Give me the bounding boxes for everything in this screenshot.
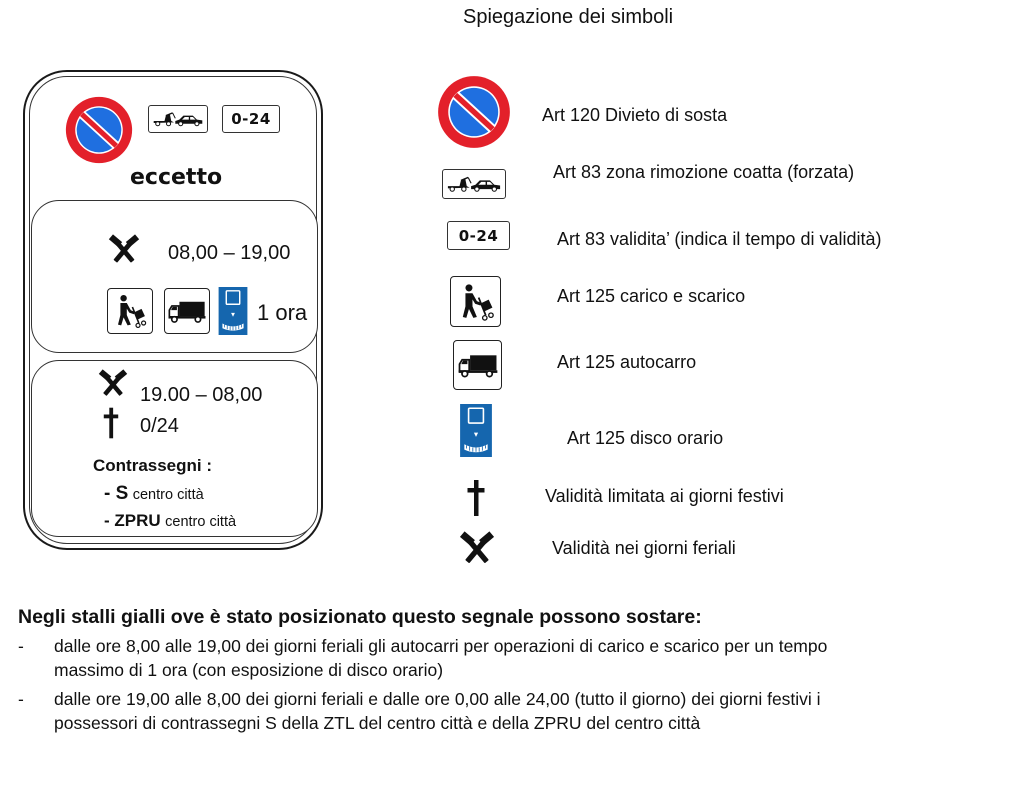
loading-plate <box>450 276 501 327</box>
cross-icon <box>102 406 120 440</box>
loading-unloading-icon <box>110 291 150 331</box>
note-item-line: massimo di 1 ora (con esposizione di disco orario) <box>54 660 444 680</box>
permits-label: Contrassegni : <box>93 456 213 475</box>
hammers-icon <box>98 369 128 399</box>
truck-plate <box>164 288 210 334</box>
bullet-dash: - <box>18 636 24 656</box>
permit-zpru <box>104 511 236 531</box>
legend-text: Art 125 disco orario <box>567 428 724 448</box>
truck-icon <box>456 351 500 379</box>
tow-away-plate <box>148 105 208 133</box>
hammers-icon <box>459 531 495 567</box>
truck-plate <box>453 340 502 390</box>
legend-text: Validità limitata ai giorni festivi <box>545 486 784 506</box>
max-duration: 1 ora <box>257 300 308 325</box>
note-item-line: dalle ore 8,00 alle 19,00 dei giorni feriali gli autocarri per operazioni di carico e scarico per un tempo <box>54 636 828 656</box>
no-parking-icon <box>435 73 513 151</box>
permit-s <box>104 483 204 505</box>
legend-text: Art 120 Divieto di sosta <box>542 105 728 125</box>
legend-text: Art 125 autocarro <box>557 352 697 372</box>
holiday-hours: 0/24 <box>140 415 179 437</box>
legend-text: Validità nei giorni feriali <box>552 538 736 558</box>
tow-away-plate <box>442 169 506 199</box>
validity-0-24-icon: 0-24 <box>447 221 510 250</box>
page-title: Spiegazione dei simboli <box>463 6 674 28</box>
hammers-icon <box>108 234 140 266</box>
legend-text: Art 125 carico e scarico <box>557 286 746 306</box>
note-item-line: dalle ore 19,00 alle 8,00 dei giorni feriali e dalle ore 0,00 alle 24,00 (tutto il giorno) dei giorni festivi i <box>54 689 821 709</box>
except-label: eccetto <box>130 165 223 190</box>
legend-text: Art 83 zona rimozione coatta (forzata) <box>553 162 855 182</box>
cross-icon <box>465 478 487 518</box>
note-item-line: possessori di contrassegni S della ZTL del centro città e della ZPRU del centro città <box>54 713 701 733</box>
permit-code: - S <box>104 483 129 504</box>
notes-title: Negli stalli gialli ove è stato posizionato questo segnale possono sostare: <box>18 606 702 628</box>
loading-plate <box>107 288 153 334</box>
night-weekday-hours: 19.00 – 08,00 <box>140 384 263 406</box>
no-parking-icon <box>63 94 135 166</box>
truck-icon <box>166 298 208 324</box>
parking-disc-icon <box>214 287 252 335</box>
permit-code: - ZPRU <box>104 511 161 530</box>
legend-text: Art 83 validita’ (indica il tempo di validità) <box>557 229 882 249</box>
parking-disc-icon <box>455 404 497 457</box>
tow-away-icon <box>445 173 503 195</box>
validity-plate: 0-24 <box>222 105 280 133</box>
weekday-hours: 08,00 – 19,00 <box>168 242 291 264</box>
tow-away-icon <box>151 108 205 130</box>
loading-unloading-icon <box>454 280 498 324</box>
permit-area: centro città <box>165 514 237 530</box>
bullet-dash: - <box>18 689 24 709</box>
permit-area: centro città <box>132 487 204 503</box>
